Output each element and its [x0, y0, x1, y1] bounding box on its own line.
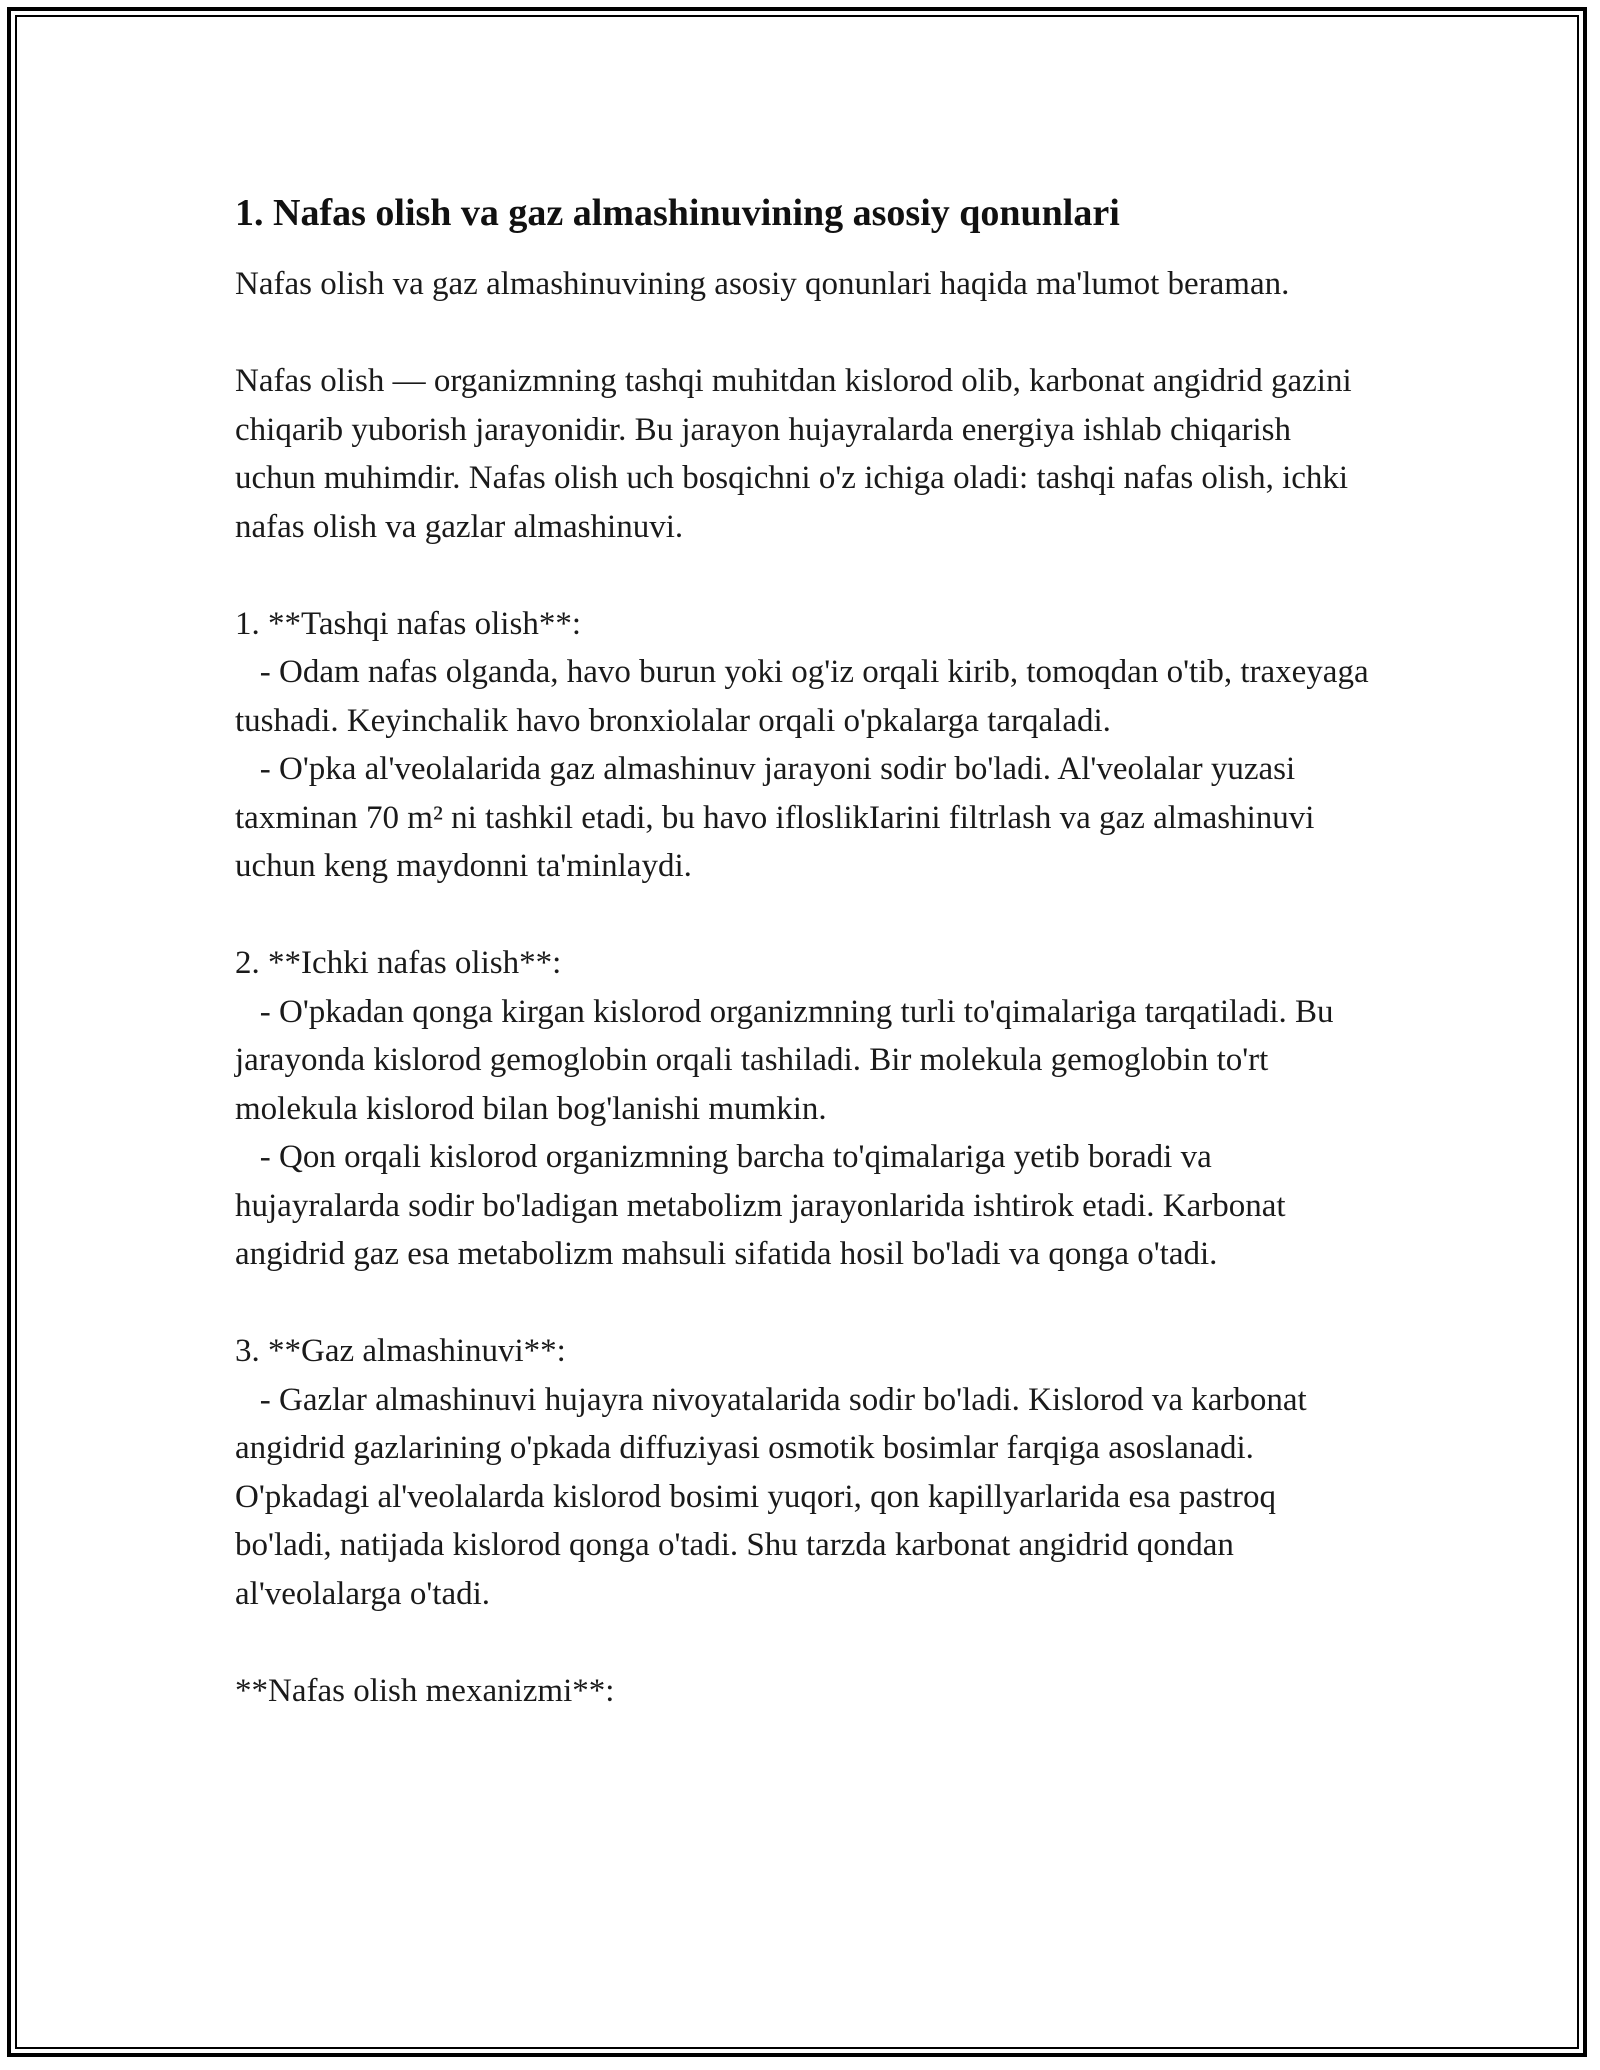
section-bullet: - O'pka al'veolalarida gaz almashinuv jarayoni sodir bo'ladi. Al'veolalar yuzasi taxminan 70 m² ni tashkil etadi, bu havo ifloslikIarini filtrlash va gaz almashinuvi uchun keng maydonni ta'minlaydi.	[235, 751, 1323, 884]
section-heading: 2. **Ichki nafas olish**:	[235, 945, 562, 981]
intro-paragraph: Nafas olish va gaz almashinuvining asosiy qonunlari haqida ma'lumot beraman.	[235, 266, 1290, 302]
section-bullet: - Gazlar almashinuvi hujayra nivoyatalarida sodir bo'ladi. Kislorod va karbonat angidrid gazlarining o'pkada diffuziyasi osmotik bosimlar farqiga asoslanadi. O'pkadagi al'veolalarda kislorod bosimi yuqori, qon kapillyarlarida esa pastroq bo'ladi, natijada kislorod qonga o'tadi. Shu tarzda karbonat angidrid qondan al'veolalarga o'tadi.	[235, 1381, 1315, 1612]
document-title: 1. Nafas olish va gaz almashinuvining asosiy qonunlari	[235, 192, 1120, 234]
section-heading: 1. **Tashqi nafas olish**:	[235, 605, 581, 642]
section-bullet: - O'pkadan qonga kirgan kislorod organizmning turli to'qimalariga tarqatiladi. Bu jarayonda kislorod gemoglobin orqali tashiladi. Bir molekula gemoglobin to'rt molekula kislorod bilan bog'lanishi mumkin.	[235, 993, 1342, 1127]
closing-heading: **Nafas olish mexanizmi**:	[235, 1672, 615, 1709]
definition-paragraph: Nafas olish — organizmning tashqi muhitdan kislorod olib, karbonat angidrid gazini chiqarib yuborish jarayonidir. Bu jarayon hujayralarda energiya ishlab chiqarish uchun muhimdir. Nafas olish uch bosqichni o'z ichiga oladi: tashqi nafas olish, ichki nafas olish va gazlar almashinuvi.	[235, 363, 1360, 545]
section-bullet: - Qon orqali kislorod organizmning barcha to'qimalariga yetib boradi va hujayralarda sodir bo'ladigan metabolizm jarayonlarida ishtirok etadi. Karbonat angidrid gaz esa metabolizm mahsuli sifatida hosil bo'ladi va qonga o'tadi.	[235, 1139, 1294, 1272]
section-internal-respiration	[235, 939, 1375, 1279]
section-heading: 3. **Gaz almashinuvi**:	[235, 1333, 566, 1369]
section-bullet: - Odam nafas olganda, havo burun yoki og'iz orqali kirib, tomoqdan o'tib, traxeyaga tushadi. Keyinchalik havo bronxiolalar orqali o'pkalarga tarqaladi.	[235, 654, 1377, 739]
section-external-respiration	[235, 600, 1375, 891]
section-gas-exchange	[235, 1327, 1375, 1618]
document-body	[235, 188, 1375, 1764]
